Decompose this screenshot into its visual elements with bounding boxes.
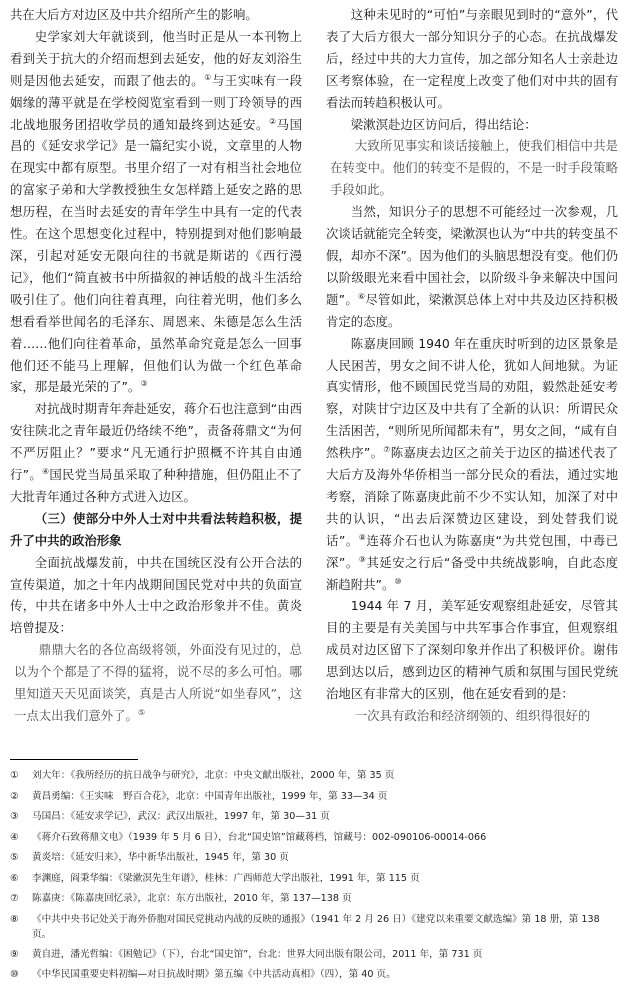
footnote: ⑩ 《中华民国重要史料初编—对日抗战时期》第五编《中共活动真相》（四），第 40 页。 <box>10 969 396 980</box>
footnote-ref: ⑤ <box>137 707 146 717</box>
footnote: ⑦ 陈嘉庚：《陈嘉庚回忆录》，北京：东方出版社，2010 年，第 137—138 页 <box>10 893 352 904</box>
paragraph: 1944 年 7 月，美军延安观察组赴延安，尽管其目的主要是有关美国与中共军事合作事宜，但观察组成员对边区留下了深刻印象并作出了积极评价。谢伟思到达以后，感到边区的精神气质和氛围与国民党统治地区有非常大的区别，他在延安看到的是： <box>326 598 618 702</box>
footnote: ① 刘大年：《我所经历的抗日战争与研究》，北京：中央文献出版社，2000 年，第 35 页 <box>10 770 395 781</box>
footnote-ref: ③ <box>140 379 148 389</box>
paragraph: 当然，知识分子的思想不可能经过一次参观，几次谈话就能完全转变，梁漱溟也认为“中共的转变虽不假，却亦不深”。因为他们的头脑思想没有变。他们仍以阶级眼光来看中国社会，以阶级斗争来解决中国问题”。⑥尽管如此，梁漱溟总体上对中共及边区持积极肯定的态度。 <box>326 204 619 329</box>
footnote-ref: ⑧ <box>358 532 367 542</box>
page <box>10 4 619 980</box>
footnote-ref: ④ <box>41 466 50 476</box>
paragraph: 对抗战时期青年奔赴延安，蒋介石也注意到“由西安往陕北之青年最近仍络续不绝”，责备蒋鼎文“为何不严厉阻止？”要求“凡无通行护照概不许其自由通行”。④国民党当局虽采取了种种措施，但仍阻止不了大批青年通过各种方式进入边区。 <box>10 401 303 504</box>
paragraph: 全面抗战爆发前，中共在国统区没有公开合法的宣传渠道，加之十年内战期间国民党对中共的负面宣传，中共在诸多中外人士中之政治形象并不佳。黄炎培曾提及： <box>10 554 302 636</box>
left-column <box>10 4 302 727</box>
block-quote: 鼎鼎大名的各位高级将领，外面没有见过的，总以为个个都是了不得的猛将，说不尽的多么可怕。哪里知道天天见面谈笑，真是古人所说“如坐春风”，这一点太出我们意外了。⑤ <box>14 642 302 723</box>
paragraph: 梁漱溟赴边区访问后，得出结论： <box>350 116 537 132</box>
section-heading: （三）使部分中外人士对中共看法转趋积极，提升了中共的政治形象 <box>10 510 302 548</box>
right-column <box>326 4 618 727</box>
footnote-ref: ② <box>268 116 277 126</box>
footnote: ⑤ 黄炎培：《延安归来》，华中新华出版社，1945 年，第 30 页 <box>10 852 289 863</box>
footnote: ③ 马国昌：《延安求学记》，武汉：武汉出版社，1997 年，第 30—31 页 <box>10 811 330 822</box>
footnote-ref: ⑩ <box>394 576 402 586</box>
footnote-ref: ⑦ <box>383 445 391 454</box>
block-quote: 一次具有政治和经济纲领的、组织得很好的 <box>354 708 591 723</box>
footnote: ② 黄昌勇编：《王实味 野百合花》，北京：中国青年出版社，1999 年，第 33—34 页 <box>10 790 388 802</box>
footnote: ⑧ 《中共中央书记处关于海外侨胞对国民党挑动内战的反映的通报》（1941 年 2 月 26 日）《建党以来重要文献选编》第 18 册，第 138 页。 <box>10 913 600 940</box>
footnote-ref: ⑥ <box>357 291 366 301</box>
body-columns <box>10 4 619 752</box>
paragraph: 陈嘉庚回顾 1940 年在重庆时听到的边区景象是人民困苦，男女之间不讲人伦，犹如人间地狱。为证真实情形，他不顾国民党当局的劝阻，毅然赴延安考察，对陕甘宁边区及中共有了全新的认识：所谓民众生活困苦，“则所见所闻都未有”，男女之间，“咸有自然秩序”。⑦陈嘉庚去边区之前关于边区的描述代表了大后方及海外华侨相当一部分民众的看法，通过实地考察，消除了陈嘉庚此前不少不实认知，加深了对中共的认识，“出去后深赞边区建设，到处替我们说话”。⑧连蒋介石也认为陈嘉庚“为共党包围，中毒已深”。⑨其延安之行后“备受中共统战影响，自此态度渐趋附共”。⑩ <box>326 335 619 592</box>
paragraph: 这种未见时的“可怕”与亲眼见到时的“意外”，代表了大后方很大一部分知识分子的心态。在抗战爆发后，经过中共的大力宣传，加之部分知名人士亲赴边区考察体验，在一定程度上改变了他们对中共的固有看法而转趋积极认可。 <box>326 7 618 110</box>
footnote-ref: ① <box>204 72 212 82</box>
footnote: ④ 《蒋介石致蒋鼎文电》（1939 年 5 月 6 日），台北“国史馆”馆藏蒋档，馆藏号：002-090106-00014-066 <box>10 831 487 843</box>
footnote-ref: ⑨ <box>358 554 367 564</box>
footnote: ⑨ 黄自进，潘光哲编：《困勉记》（下），台北“国史馆”，台北：世界大同出版有限公司，2011 年，第 731 页 <box>10 948 483 960</box>
paragraph: 史学家刘大年就谈到，他当时正是从一本刊物上看到关于抗大的介绍而想到去延安，他的好友刘浴生则是因他去延安，而跟了他去的。①与王实味有一段姻缘的薄平就是在学校阅览室看到一则丁玲领导的西北战地服务团招收学员的通知最终到达延安。②马国昌的《延安求学记》是一篇纪实小说，文章里的人物在现实中都有原型。书里介绍了一对有相当社会地位的富家子弟和大学教授独生女怎样踏上延安之路的思想历程，在当时去延安的青年学生中具有一定的代表性。在这个思想变化过程中，特别提到对他们影响最深，引起对延安无限向往的书就是斯诺的《西行漫记》，他们“简直被书中所描叙的神话般的战斗生活给吸引住了。他们向往着真理，向往着光明，他们多么想看看举世闻名的毛泽东、周恩来、朱德是怎么生活着……他们向往着革命，虽然革命究竟是怎么一回事他们还不能马上理解，但他们认为做一个红色革命家，那是最光荣的了”。③ <box>10 28 303 395</box>
footnotes <box>10 766 616 986</box>
paragraph: 共在大后方对边区及中共介绍所产生的影响。 <box>10 7 258 22</box>
footnote-divider <box>10 759 138 760</box>
footnote: ⑥ 李渊庭，阎秉华编：《梁漱溟先生年谱》，桂林：广西师范大学出版社，1991 年，第 115 页 <box>10 872 420 884</box>
block-quote: 大致所见事实和谈话接触上，使我们相信中共是在转变中。他们的转变不是假的，不是一时手段策略手段如此。 <box>330 138 618 198</box>
